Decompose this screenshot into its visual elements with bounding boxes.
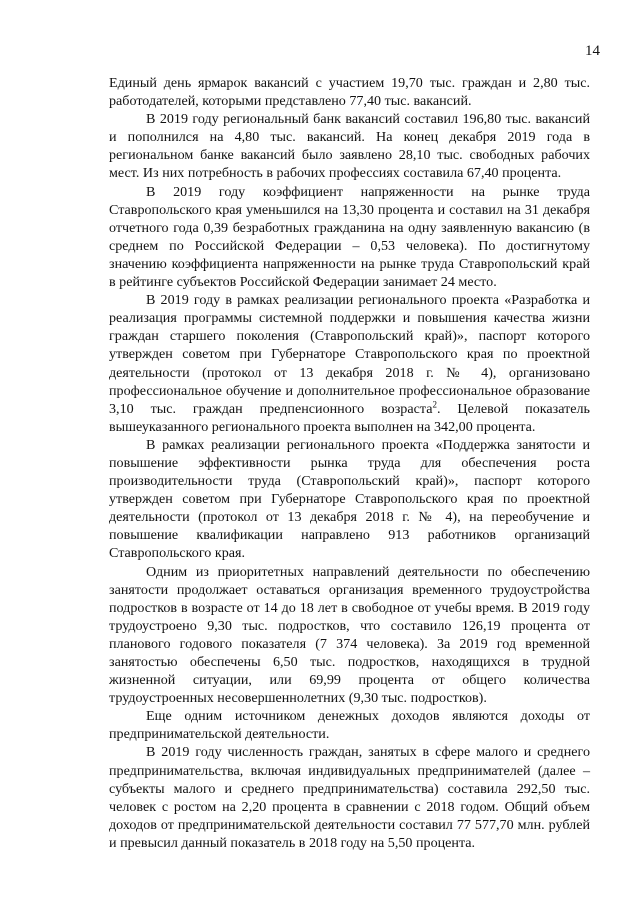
body-text — [109, 74, 590, 852]
footnote-marker: 2 — [432, 399, 437, 409]
paragraph-job-fair: Единый день ярмарок вакансий с участием 19,70 тыс. граждан и 2,80 тыс. работодателей, которыми представлено 77,40 тыс. вакансий. — [109, 75, 590, 110]
paragraph-business-income: Еще одним источником денежных доходов являются доходы от предпринимательской деятельности. — [109, 708, 590, 743]
paragraph-small-business: В 2019 году численность граждан, занятых в сфере малого и среднего предпринимательства, включая индивидуальных предпринимателей (далее – субъекты малого и среднего предпринимательства) составила 292,50 тыс. человек с ростом на 2,20 процента в сравнении с 2018 годом. Общий объем доходов от предпринимательской деятельности составил 77 577,70 млн. рублей и превысил данный показатель в 2018 году на 5,50 процента. — [109, 744, 590, 851]
paragraph-tension-coefficient: В 2019 году коэффициент напряженности на рынке труда Ставропольского края уменьшился на 13,30 процента и составил на 31 декабря отчетного года 0,39 безработных гражданина на одну заявленную вакансию (в среднем по Российской Федерации – 0,53 человека). По достигнутому значению коэффициента напряженности на рынке труда Ставропольский край в рейтинге субъектов Российской Федерации занимает 24 место. — [109, 183, 590, 291]
paragraph-teen-employment: Одним из приоритетных направлений деятельности по обеспечению занятости продолжает оставаться организация временного трудоустройства подростков в возрасте от 14 до 18 лет в свободное от учебы время. В 2019 году трудоустроено 9,30 тыс. подростков, что составило 126,19 процента от планового годового показателя (7 374 человека). За 2019 год временной занятостью обеспечены 6,50 тыс. подростков, находящихся в трудной жизненной ситуации, или 69,99 процента от общего количества трудоустроенных несовершеннолетних (9,30 тыс. подростков). — [109, 563, 590, 707]
paragraph-text-part: В 2019 году в рамках реализации регионального проекта «Разработка и реализация программы системной поддержки и повышения качества жизни граждан старшего поколения (Ставропольский край)», паспорт которого утвержден советом при Губернаторе Ставропольского края по проектной деятельности (протокол от 13 декабря 2018 г. № 4), организовано профессиональное обучение и дополнительное профессиональное образование 3,10 тыс. граждан предпенсионного возраста — [109, 292, 590, 417]
paragraph-older-generation-project — [109, 291, 590, 436]
page-number: 14 — [585, 43, 600, 59]
paragraph-text-part: . Целевой показатель вышеуказанного регионального проекта выполнен на 342,00 процента. — [109, 400, 590, 435]
paragraph-employment-support-project: В рамках реализации регионального проекта «Поддержка занятости и повышение эффективности рынка труда для обеспечения роста производительности труда (Ставропольский край)», паспорт которого утвержден советом при Губернаторе Ставропольского края по проектной деятельности (протокол от 13 декабря 2018 г. № 4), на переобучение и повышение квалификации направлено 913 работников организаций Ставропольского края. — [109, 436, 590, 562]
paragraph-vacancy-bank: В 2019 году региональный банк вакансий составил 196,80 тыс. вакансий и пополнился на 4,80 тыс. вакансий. На конец декабря 2019 года в региональном банке вакансий было заявлено 28,10 тыс. свободных рабочих мест. Из них потребность в рабочих профессиях составила 67,40 процента. — [109, 111, 590, 182]
